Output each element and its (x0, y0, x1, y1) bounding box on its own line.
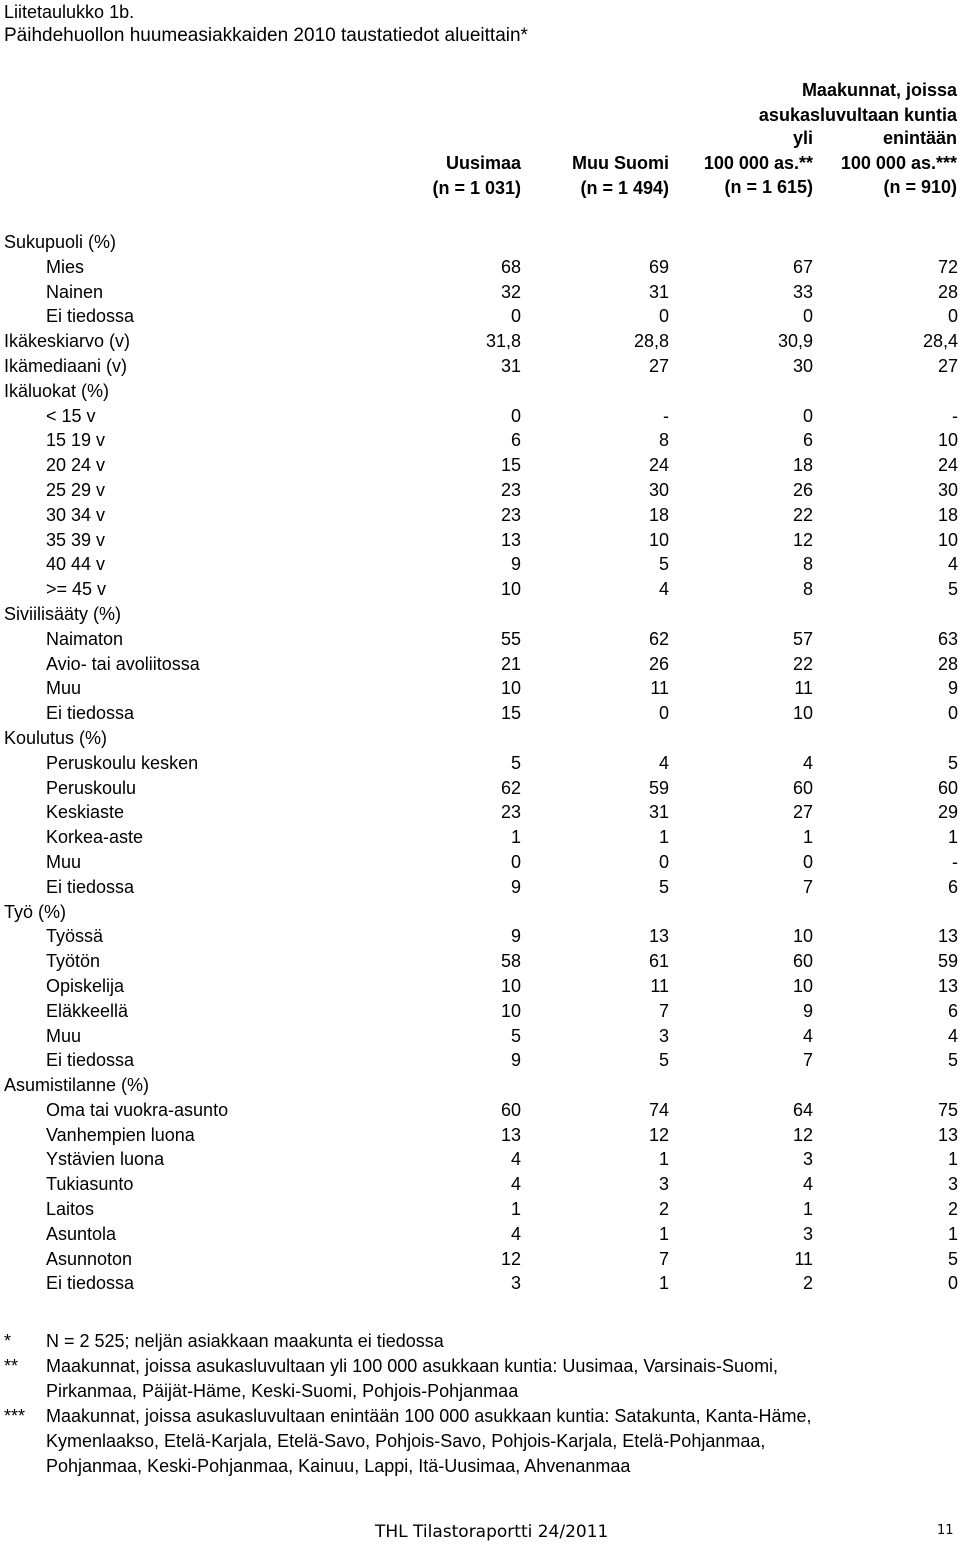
row-label: Ei tiedossa (46, 1273, 135, 1294)
cell-value: 0 (658, 306, 669, 327)
cell-value: 59 (937, 951, 958, 972)
table-row (0, 875, 960, 900)
cell-value: 63 (937, 628, 958, 649)
group-header (759, 78, 957, 127)
row-label: Ei tiedossa (46, 1050, 135, 1071)
table-title: Päihdehuollon huumeasiakkaiden 2010 taustatiedot alueittain* (4, 25, 528, 46)
cell-value: 68 (500, 256, 521, 277)
table-header (0, 78, 960, 202)
cell-value: 7 (802, 1050, 813, 1071)
cell-value: 0 (510, 306, 521, 327)
cell-value: 60 (500, 1099, 521, 1120)
cell-value: 4 (802, 1174, 813, 1195)
cell-value: 0 (947, 703, 958, 724)
table-row (0, 825, 960, 850)
cell-value: - (952, 851, 958, 872)
row-label: 30 34 v (46, 504, 106, 525)
table-label: Liitetaulukko 1b. (4, 2, 135, 22)
table-row (0, 627, 960, 652)
row-label: Korkea-aste (46, 827, 144, 848)
table-row (0, 478, 960, 503)
cell-value: 18 (648, 504, 669, 525)
table-section-row (0, 354, 960, 379)
row-label: Koulutus (%) (4, 727, 108, 748)
row-label: Peruskoulu kesken (46, 752, 199, 773)
cell-value: 64 (792, 1099, 813, 1120)
cell-value: 55 (500, 628, 521, 649)
cell-value: 31,8 (485, 331, 521, 352)
footnote-text (46, 1404, 926, 1479)
cell-value: 26 (648, 653, 669, 674)
row-label: Vanhempien luona (46, 1124, 195, 1145)
cell-value: 10 (500, 579, 521, 600)
cell-value: 12 (792, 529, 813, 550)
cell-value: 13 (500, 1124, 521, 1145)
cell-value: 4 (802, 1025, 813, 1046)
footnote-mark: ** (4, 1356, 19, 1376)
row-label: Ikämediaani (v) (4, 355, 128, 376)
cell-value: 10 (500, 678, 521, 699)
cell-value: 3 (802, 1223, 813, 1244)
row-label: Asuntola (46, 1223, 117, 1244)
cell-value: 6 (802, 430, 813, 451)
footnote-line: Maakunnat, joissa asukasluvultaan enintään 100 000 asukkaan kuntia: Satakunta, Kanta-Häme, (46, 1406, 812, 1426)
table-row (0, 1172, 960, 1197)
cell-value: 4 (947, 554, 958, 575)
table-row (0, 800, 960, 825)
row-label: Sukupuoli (%) (4, 232, 117, 252)
cell-value: 30,9 (777, 331, 813, 352)
footnote-text (46, 1329, 926, 1354)
cell-value: 2 (947, 1199, 958, 1220)
table-row (0, 1024, 960, 1049)
row-label: Naimaton (46, 628, 124, 649)
cell-value: 18 (792, 455, 813, 476)
column-header-uusimaa (400, 151, 521, 200)
row-label: Muu (46, 678, 82, 699)
cell-value: 0 (510, 851, 521, 872)
footnote (0, 1329, 960, 1354)
table-row (0, 924, 960, 949)
row-label: 20 24 v (46, 455, 106, 476)
cell-value: 30 (792, 355, 813, 376)
table-section-row (0, 379, 960, 404)
row-label: Ei tiedossa (46, 876, 135, 897)
table-row (0, 503, 960, 528)
cell-value: 1 (802, 1199, 813, 1220)
table-row (0, 676, 960, 701)
cell-value: 61 (648, 951, 669, 972)
table-row (0, 949, 960, 974)
cell-value: 8 (658, 430, 669, 451)
cell-value: 28,8 (633, 331, 669, 352)
cell-value: 8 (802, 554, 813, 575)
table-row (0, 1147, 960, 1172)
cell-value: 13 (648, 926, 669, 947)
column-name: Uusimaa (445, 153, 521, 173)
footnote-line: Pohjanmaa, Keski-Pohjanmaa, Kainuu, Lappi, Itä-Uusimaa, Ahvenanmaa (46, 1456, 631, 1476)
row-label: Siviilisääty (%) (4, 603, 122, 624)
cell-value: 57 (792, 628, 813, 649)
footnote-mark: * (4, 1331, 12, 1351)
row-label: < 15 v (46, 405, 96, 426)
group-header-line-1: Maakunnat, joissa (801, 80, 957, 100)
cell-value: 12 (648, 1124, 669, 1145)
table-row (0, 1048, 960, 1073)
footnote (0, 1404, 960, 1479)
row-label: Keskiaste (46, 802, 125, 823)
row-label: Ei tiedossa (46, 306, 135, 327)
table-row (0, 1271, 960, 1296)
table-row (0, 1247, 960, 1272)
row-label: 40 44 v (46, 554, 106, 575)
footnote-text (46, 1354, 926, 1404)
table-caption (4, 0, 528, 48)
table-row (0, 577, 960, 602)
row-label: Nainen (46, 281, 104, 302)
cell-value: 4 (658, 579, 669, 600)
cell-value: 1 (947, 827, 958, 848)
cell-value: 23 (500, 479, 521, 500)
cell-value: 0 (802, 405, 813, 426)
cell-value: 4 (802, 752, 813, 773)
cell-value: 10 (792, 975, 813, 996)
row-label: Eläkkeellä (46, 1000, 129, 1021)
cell-value: 9 (802, 1000, 813, 1021)
cell-value: 23 (500, 802, 521, 823)
publication-footer: THL Tilastoraportti 24/2011 (375, 1522, 609, 1542)
row-label: >= 45 v (46, 579, 107, 600)
table-row (0, 999, 960, 1024)
cell-value: 10 (500, 1000, 521, 1021)
footnote-line: Maakunnat, joissa asukasluvultaan yli 100 000 asukkaan kuntia: Uusimaa, Varsinais-Suomi, (46, 1356, 779, 1376)
cell-value: 15 (500, 703, 521, 724)
cell-value: 62 (500, 777, 521, 798)
cell-value: 67 (792, 256, 813, 277)
column-name-line-1: yli (792, 128, 813, 148)
cell-value: 10 (792, 703, 813, 724)
cell-value: 15 (500, 455, 521, 476)
table-row (0, 776, 960, 801)
column-name-line-1: enintään (882, 128, 957, 148)
cell-value: 58 (500, 951, 521, 972)
cell-value: 5 (658, 554, 669, 575)
column-header-enintaan-100000 (815, 126, 957, 200)
cell-value: 11 (794, 678, 813, 699)
column-n: (n = 1 031) (432, 177, 521, 198)
cell-value: 24 (937, 455, 958, 476)
cell-value: 11 (650, 678, 669, 699)
cell-value: 5 (947, 1248, 958, 1269)
cell-value: 0 (658, 703, 669, 724)
cell-value: 11 (650, 975, 669, 996)
table-section-row (0, 230, 960, 255)
cell-value: - (952, 405, 958, 426)
table-row (0, 1197, 960, 1222)
cell-value: 22 (792, 653, 813, 674)
cell-value: 1 (658, 827, 669, 848)
cell-value: 29 (937, 802, 958, 823)
cell-value: 27 (937, 355, 958, 376)
table-row (0, 701, 960, 726)
cell-value: 69 (648, 256, 669, 277)
cell-value: 31 (648, 802, 669, 823)
table-row (0, 652, 960, 677)
cell-value: 12 (792, 1124, 813, 1145)
cell-value: 10 (648, 529, 669, 550)
cell-value: 28 (937, 653, 958, 674)
cell-value: 11 (794, 1248, 813, 1269)
cell-value: 62 (648, 628, 669, 649)
row-label: Työ (%) (4, 901, 67, 922)
table-section-row (0, 900, 960, 925)
cell-value: 9 (510, 926, 521, 947)
cell-value: 6 (947, 876, 958, 897)
cell-value: 0 (947, 306, 958, 327)
table-row (0, 404, 960, 429)
cell-value: 7 (658, 1000, 669, 1021)
cell-value: 4 (510, 1149, 521, 1170)
cell-value: 60 (792, 777, 813, 798)
row-label: Ystävien luona (46, 1149, 165, 1170)
cell-value: 1 (658, 1223, 669, 1244)
cell-value: 75 (937, 1099, 958, 1120)
cell-value: 6 (947, 1000, 958, 1021)
table-row (0, 304, 960, 329)
row-label: Työtön (46, 951, 101, 972)
cell-value: 0 (802, 851, 813, 872)
table-row (0, 552, 960, 577)
cell-value: 59 (648, 777, 669, 798)
table-body (0, 230, 960, 1296)
cell-value: 4 (510, 1223, 521, 1244)
cell-value: 32 (500, 281, 521, 302)
cell-value: 13 (937, 926, 958, 947)
cell-value: 1 (802, 827, 813, 848)
cell-value: 28,4 (922, 331, 958, 352)
cell-value: 7 (802, 876, 813, 897)
cell-value: 5 (510, 752, 521, 773)
cell-value: 27 (648, 355, 669, 376)
row-label: 35 39 v (46, 529, 106, 550)
column-n: (n = 1 615) (724, 177, 813, 197)
row-label: Muu (46, 851, 82, 872)
cell-value: 0 (510, 405, 521, 426)
cell-value: 30 (937, 479, 958, 500)
cell-value: 21 (500, 653, 521, 674)
row-label: 15 19 v (46, 430, 106, 451)
cell-value: 10 (937, 529, 958, 550)
cell-value: 0 (658, 851, 669, 872)
table-section-row (0, 602, 960, 627)
cell-value: 5 (947, 1050, 958, 1071)
column-header-muu-suomi (540, 151, 669, 200)
cell-value: 1 (947, 1223, 958, 1244)
cell-value: 24 (648, 455, 669, 476)
table-section-row (0, 726, 960, 751)
footnote (0, 1354, 960, 1404)
cell-value: 22 (792, 504, 813, 525)
column-name-line-2: 100 000 as.*** (840, 152, 957, 173)
row-label: Ei tiedossa (46, 703, 135, 724)
group-header-line-2: asukasluvultaan kuntia (758, 104, 957, 125)
cell-value: 9 (510, 876, 521, 897)
cell-value: 10 (792, 926, 813, 947)
cell-value: 5 (658, 1050, 669, 1071)
cell-value: 12 (500, 1248, 521, 1269)
cell-value: 8 (802, 579, 813, 600)
footnotes (0, 1329, 960, 1479)
cell-value: 5 (510, 1025, 521, 1046)
row-label: Asunnoton (46, 1248, 133, 1269)
row-label: Muu (46, 1025, 82, 1046)
cell-value: 74 (648, 1099, 669, 1120)
table-row (0, 974, 960, 999)
cell-value: 5 (947, 752, 958, 773)
row-label: Mies (46, 256, 85, 277)
cell-value: 6 (510, 430, 521, 451)
table-row (0, 850, 960, 875)
footnote-line: N = 2 525; neljän asiakkaan maakunta ei tiedossa (46, 1331, 444, 1351)
cell-value: 23 (500, 504, 521, 525)
cell-value: 18 (937, 504, 958, 525)
column-name-line-2: 100 000 as.** (703, 152, 813, 173)
cell-value: 10 (937, 430, 958, 451)
cell-value: 13 (500, 529, 521, 550)
footnote-line: Kymenlaakso, Etelä-Karjala, Etelä-Savo, Pohjois-Savo, Pohjois-Karjala, Etelä-Pohjanmaa, (46, 1431, 766, 1451)
table-row (0, 1098, 960, 1123)
cell-value: 2 (802, 1273, 813, 1294)
cell-value: 0 (802, 306, 813, 327)
table-section-row (0, 1073, 960, 1098)
cell-value: - (663, 405, 669, 426)
table-row (0, 751, 960, 776)
cell-value: 0 (947, 1273, 958, 1294)
row-label: Työssä (46, 926, 104, 947)
cell-value: 1 (658, 1273, 669, 1294)
cell-value: 31 (648, 281, 669, 302)
cell-value: 10 (500, 975, 521, 996)
cell-value: 5 (947, 579, 958, 600)
footnote-line: Pirkanmaa, Päijät-Häme, Keski-Suomi, Pohjois-Pohjanmaa (46, 1381, 519, 1401)
cell-value: 1 (510, 827, 521, 848)
cell-value: 3 (802, 1149, 813, 1170)
cell-value: 4 (947, 1025, 958, 1046)
row-label: 25 29 v (46, 479, 106, 500)
cell-value: 72 (937, 256, 958, 277)
table-row (0, 428, 960, 453)
cell-value: 1 (947, 1149, 958, 1170)
row-label: Asumistilanne (%) (4, 1075, 150, 1096)
cell-value: 4 (510, 1174, 521, 1195)
cell-value: 26 (792, 479, 813, 500)
cell-value: 9 (510, 1050, 521, 1071)
cell-value: 1 (658, 1149, 669, 1170)
row-label: Oma tai vuokra-asunto (46, 1099, 229, 1120)
cell-value: 13 (937, 975, 958, 996)
cell-value: 13 (937, 1124, 958, 1145)
cell-value: 1 (510, 1199, 521, 1220)
column-header-yli-100000 (680, 126, 813, 200)
cell-value: 28 (937, 281, 958, 302)
cell-value: 33 (792, 281, 813, 302)
cell-value: 3 (658, 1174, 669, 1195)
table-row (0, 255, 960, 280)
row-label: Avio- tai avoliitossa (46, 653, 200, 674)
cell-value: 3 (947, 1174, 958, 1195)
cell-value: 2 (658, 1199, 669, 1220)
table-row (0, 280, 960, 305)
cell-value: 9 (947, 678, 958, 699)
row-label: Opiskelija (46, 975, 125, 996)
page-number: 11 (937, 1523, 954, 1538)
row-label: Laitos (46, 1199, 95, 1220)
row-label: Tukiasunto (46, 1174, 134, 1195)
column-n: (n = 910) (883, 177, 957, 197)
cell-value: 4 (658, 752, 669, 773)
cell-value: 31 (500, 355, 521, 376)
column-name: Muu Suomi (572, 153, 669, 173)
footnote-mark: *** (4, 1406, 26, 1426)
cell-value: 60 (792, 951, 813, 972)
cell-value: 3 (658, 1025, 669, 1046)
column-n: (n = 1 494) (580, 177, 669, 198)
row-label: Ikäkeskiarvo (v) (4, 331, 131, 352)
row-label: Peruskoulu (46, 777, 137, 798)
row-label: Ikäluokat (%) (4, 380, 110, 401)
cell-value: 7 (658, 1248, 669, 1269)
cell-value: 27 (792, 802, 813, 823)
table-row (0, 528, 960, 553)
cell-value: 5 (658, 876, 669, 897)
cell-value: 60 (937, 777, 958, 798)
table-row (0, 453, 960, 478)
cell-value: 9 (510, 554, 521, 575)
cell-value: 30 (648, 479, 669, 500)
cell-value: 3 (510, 1273, 521, 1294)
table-row (0, 1123, 960, 1148)
table-row (0, 1222, 960, 1247)
table-section-row (0, 329, 960, 354)
